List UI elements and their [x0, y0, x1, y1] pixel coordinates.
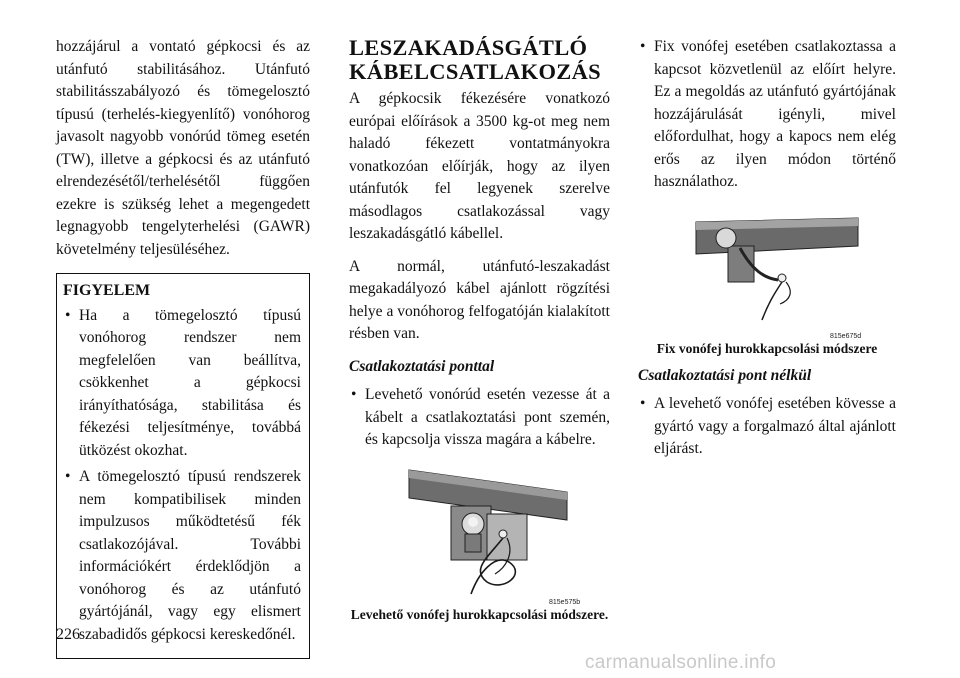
warning-box	[56, 273, 310, 659]
figure-id-label: 815e575b	[549, 598, 581, 606]
warning-item-2: • A tömegelosztó típusú rendszerek nem kompatibilisek minden impulzusos működtetésű fék csatlakozójával. További információkért érdeklődjön a vonóhorog és az utánfutó gyártójánál, vagy egy elismert szabadidős gépkocsi kereskedőnél.	[63, 466, 301, 646]
section-title-line-1: LESZAKADÁSGÁTLÓ	[349, 35, 588, 60]
warning-item-1: • Ha a tömegelosztó típusú vonóhorog rendszer nem megfelelően van beállítva, csökkenhet a gépkocsi irányíthatósága, stabilitása és fékezési teljesítménye, továbbá ütközést okozhat.	[63, 305, 301, 463]
breakaway-paragraph-2: A normál, utánfutó-leszakadást megakadályozó kábel ajánlott rögzítési helye a vonóhorog felfogatóján kialakított résben van.	[349, 257, 610, 342]
figure-id-label-fixed: 815e675d	[830, 332, 862, 340]
page-number: 226	[56, 626, 80, 643]
fixed-hitch-caption: Fix vonófej hurokkapcsolási módszere	[656, 340, 878, 356]
warning-list	[63, 305, 301, 647]
section-title-line-2: KÁBELCSATLAKOZÁS	[349, 59, 601, 84]
section-title	[349, 36, 610, 84]
subheading-with-point: Csatlakoztatási ponttal	[349, 357, 495, 375]
without-point-bullet: • A levehető vonófej esetében kövesse a gyártó vagy a forgalmazó által ajánlott eljárást.	[638, 393, 896, 461]
middle-column	[349, 36, 610, 623]
removable-hitch-illustration	[391, 462, 581, 602]
warning-title: FIGYELEM	[63, 282, 151, 299]
fixed-hitch-illustration	[682, 208, 862, 336]
fixed-hitch-bullet: • Fix vonófej esetében csatlakoztassa a kapcsot közvetlenül az előírt helyre. Ez a megoldás az utánfutó gyártójának hozzájárulását igényli, mivel előfordulhat, hogy a kapocs nem elég erős az ilyen módon történő használathoz.	[638, 36, 896, 194]
watermark: carmanualsonline.info	[585, 652, 777, 673]
removable-hitch-caption: Levehető vonófej hurokkapcsolási módszere.	[350, 606, 609, 622]
removable-hitch-figure	[391, 462, 581, 606]
subheading-without-point: Csatlakoztatási pont nélkül	[638, 366, 812, 384]
fixed-hitch-figure	[682, 208, 862, 340]
left-column	[56, 36, 310, 659]
with-point-list	[349, 384, 610, 452]
without-point-list	[638, 393, 896, 461]
with-point-bullet: • Levehető vonórúd esetén vezesse át a kábelt a csatlakoztatási pont szemén, és kapcsolja vissza magára a kábelre.	[349, 384, 610, 452]
intro-paragraph: hozzájárul a vontató gépkocsi és az utánfutó stabilitásához. Utánfutó stabilitásszabályozó és tömegelosztó típusú (terhelés-kiegyenlítő) vonóhorog javasolt nagyobb vonórúd tömeg esetén (TW), illetve a gépkocsi és az utánfutó elrendezésétől/terhelésétől függően ezekre is szükség lehet a megengedett legnagyobb tengelyterhelési (GAWR) követelmény teljesüléséhez.	[56, 38, 310, 258]
breakaway-paragraph-1: A gépkocsik fékezésére vonatkozó európai előírások a 3500 kg-ot meg nem haladó fékezett vontatmányokra vonatkozóan előírják, hogy az ilyen utánfutók fel legyenek szerelve másodlagos csatlakozással vagy leszakadásgátló kábellel.	[349, 90, 610, 242]
right-column	[638, 36, 896, 465]
fixed-hitch-list	[638, 36, 896, 194]
